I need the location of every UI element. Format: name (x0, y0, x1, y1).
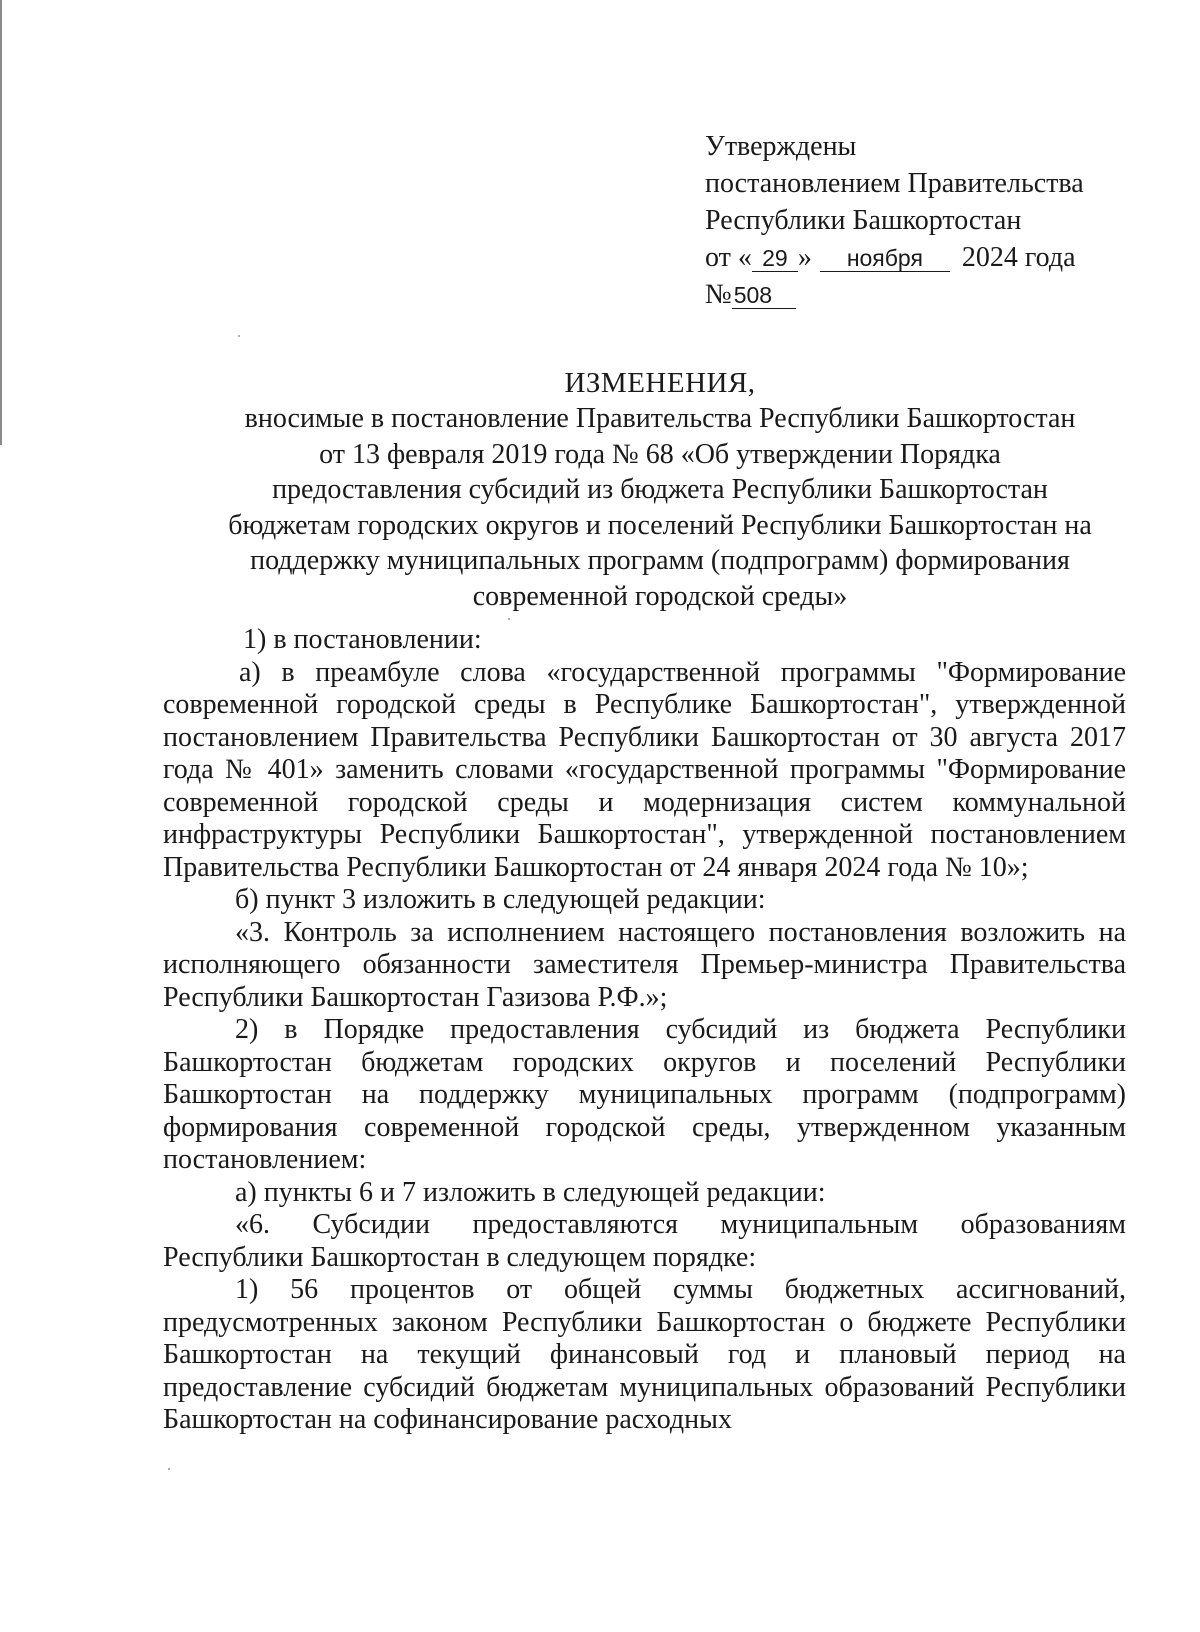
document-body (163, 624, 1126, 1437)
heading-subtitle-line: поддержку муниципальных программ (подпрограмм) формирования (250, 545, 1070, 576)
paragraph: а) пункты 6 и 7 изложить в следующей редакции: (235, 1176, 826, 1208)
paragraph: «6. Субсидии предоставляются муниципальным образованиям Республики Башкортостан в следующем порядке: (163, 1209, 1126, 1273)
scan-speck (508, 618, 510, 620)
approval-date-line (705, 239, 1155, 276)
date-quote-close: » (797, 242, 812, 273)
handwritten-number: 508 (732, 282, 796, 309)
paragraph: 2) в Порядке предоставления субсидий из бюджета Республики Башкортостан бюджетам городских округов и поселений Республики Башкортостан на поддержку муниципальных программ (подпрограмм) формирования современной городской среды, утвержденном указанным постановлением: (163, 1014, 1126, 1175)
paragraph: а) в преамбуле слова «государственной программы "Формирование современной городской среды в Республике Башкортостан", утвержденной постановлением Правительства Республики Башкортостан от 30 августа 2017 года № 401» заменить словами «государственной программы "Формирование современной городской среды и модернизация систем коммунальной инфраструктуры Республики Башкортостан", утвержденной постановлением Правительства Республики Башкортостан от 24 января 2024 года № 10»; (163, 656, 1126, 883)
approval-line-2: постановлением Правительства (705, 168, 1084, 199)
handwritten-day: 29 (752, 245, 798, 272)
paragraph: «3. Контроль за исполнением настоящего постановления возложить на исполняющего обязанности заместителя Премьер-министра Правительства Республики Башкортостан Газизова Р.Ф.»; (163, 916, 1126, 1013)
scan-speck (168, 1468, 170, 1470)
handwritten-month: ноября (820, 245, 950, 272)
heading-subtitle-line: вносимые в постановление Правительства Республики Башкортостан (244, 403, 1076, 434)
heading-subtitle-line: предоставления субсидий из бюджета Республики Башкортостан (272, 474, 1048, 505)
heading-subtitle-line: современной городской среды» (472, 580, 848, 612)
date-prefix: от « (705, 242, 752, 273)
paragraph: 1) в постановлении: (243, 624, 482, 655)
approval-number-line (705, 276, 1155, 313)
document-heading (160, 365, 1160, 614)
heading-subtitle-line: бюджетам городских округов и поселений Республики Башкортостан на (228, 509, 1092, 541)
scan-edge-line (0, 0, 2, 445)
paragraph: б) пункт 3 изложить в следующей редакции: (235, 884, 766, 915)
approval-line-3: Республики Башкортостан (705, 205, 1022, 236)
document-title: ИЗМЕНЕНИЯ, (564, 367, 756, 399)
approval-line-1: Утверждены (705, 131, 857, 162)
approval-stamp-block (705, 128, 1155, 313)
heading-subtitle-line: от 13 февраля 2019 года № 68 «Об утверждении Порядка (319, 438, 1001, 470)
scan-speck (238, 335, 240, 337)
date-year: 2024 года (961, 242, 1076, 273)
number-sign: № (705, 279, 732, 310)
paragraph: 1) 56 процентов от общей суммы бюджетных ассигнований, предусмотренных законом Республики Башкортостан о бюджете Республики Башкортостан на текущий финансовый год и плановый период на предоставление субсидий бюджетам муниципальных образований Республики Башкортостан на софинансирование расходных (163, 1274, 1126, 1435)
